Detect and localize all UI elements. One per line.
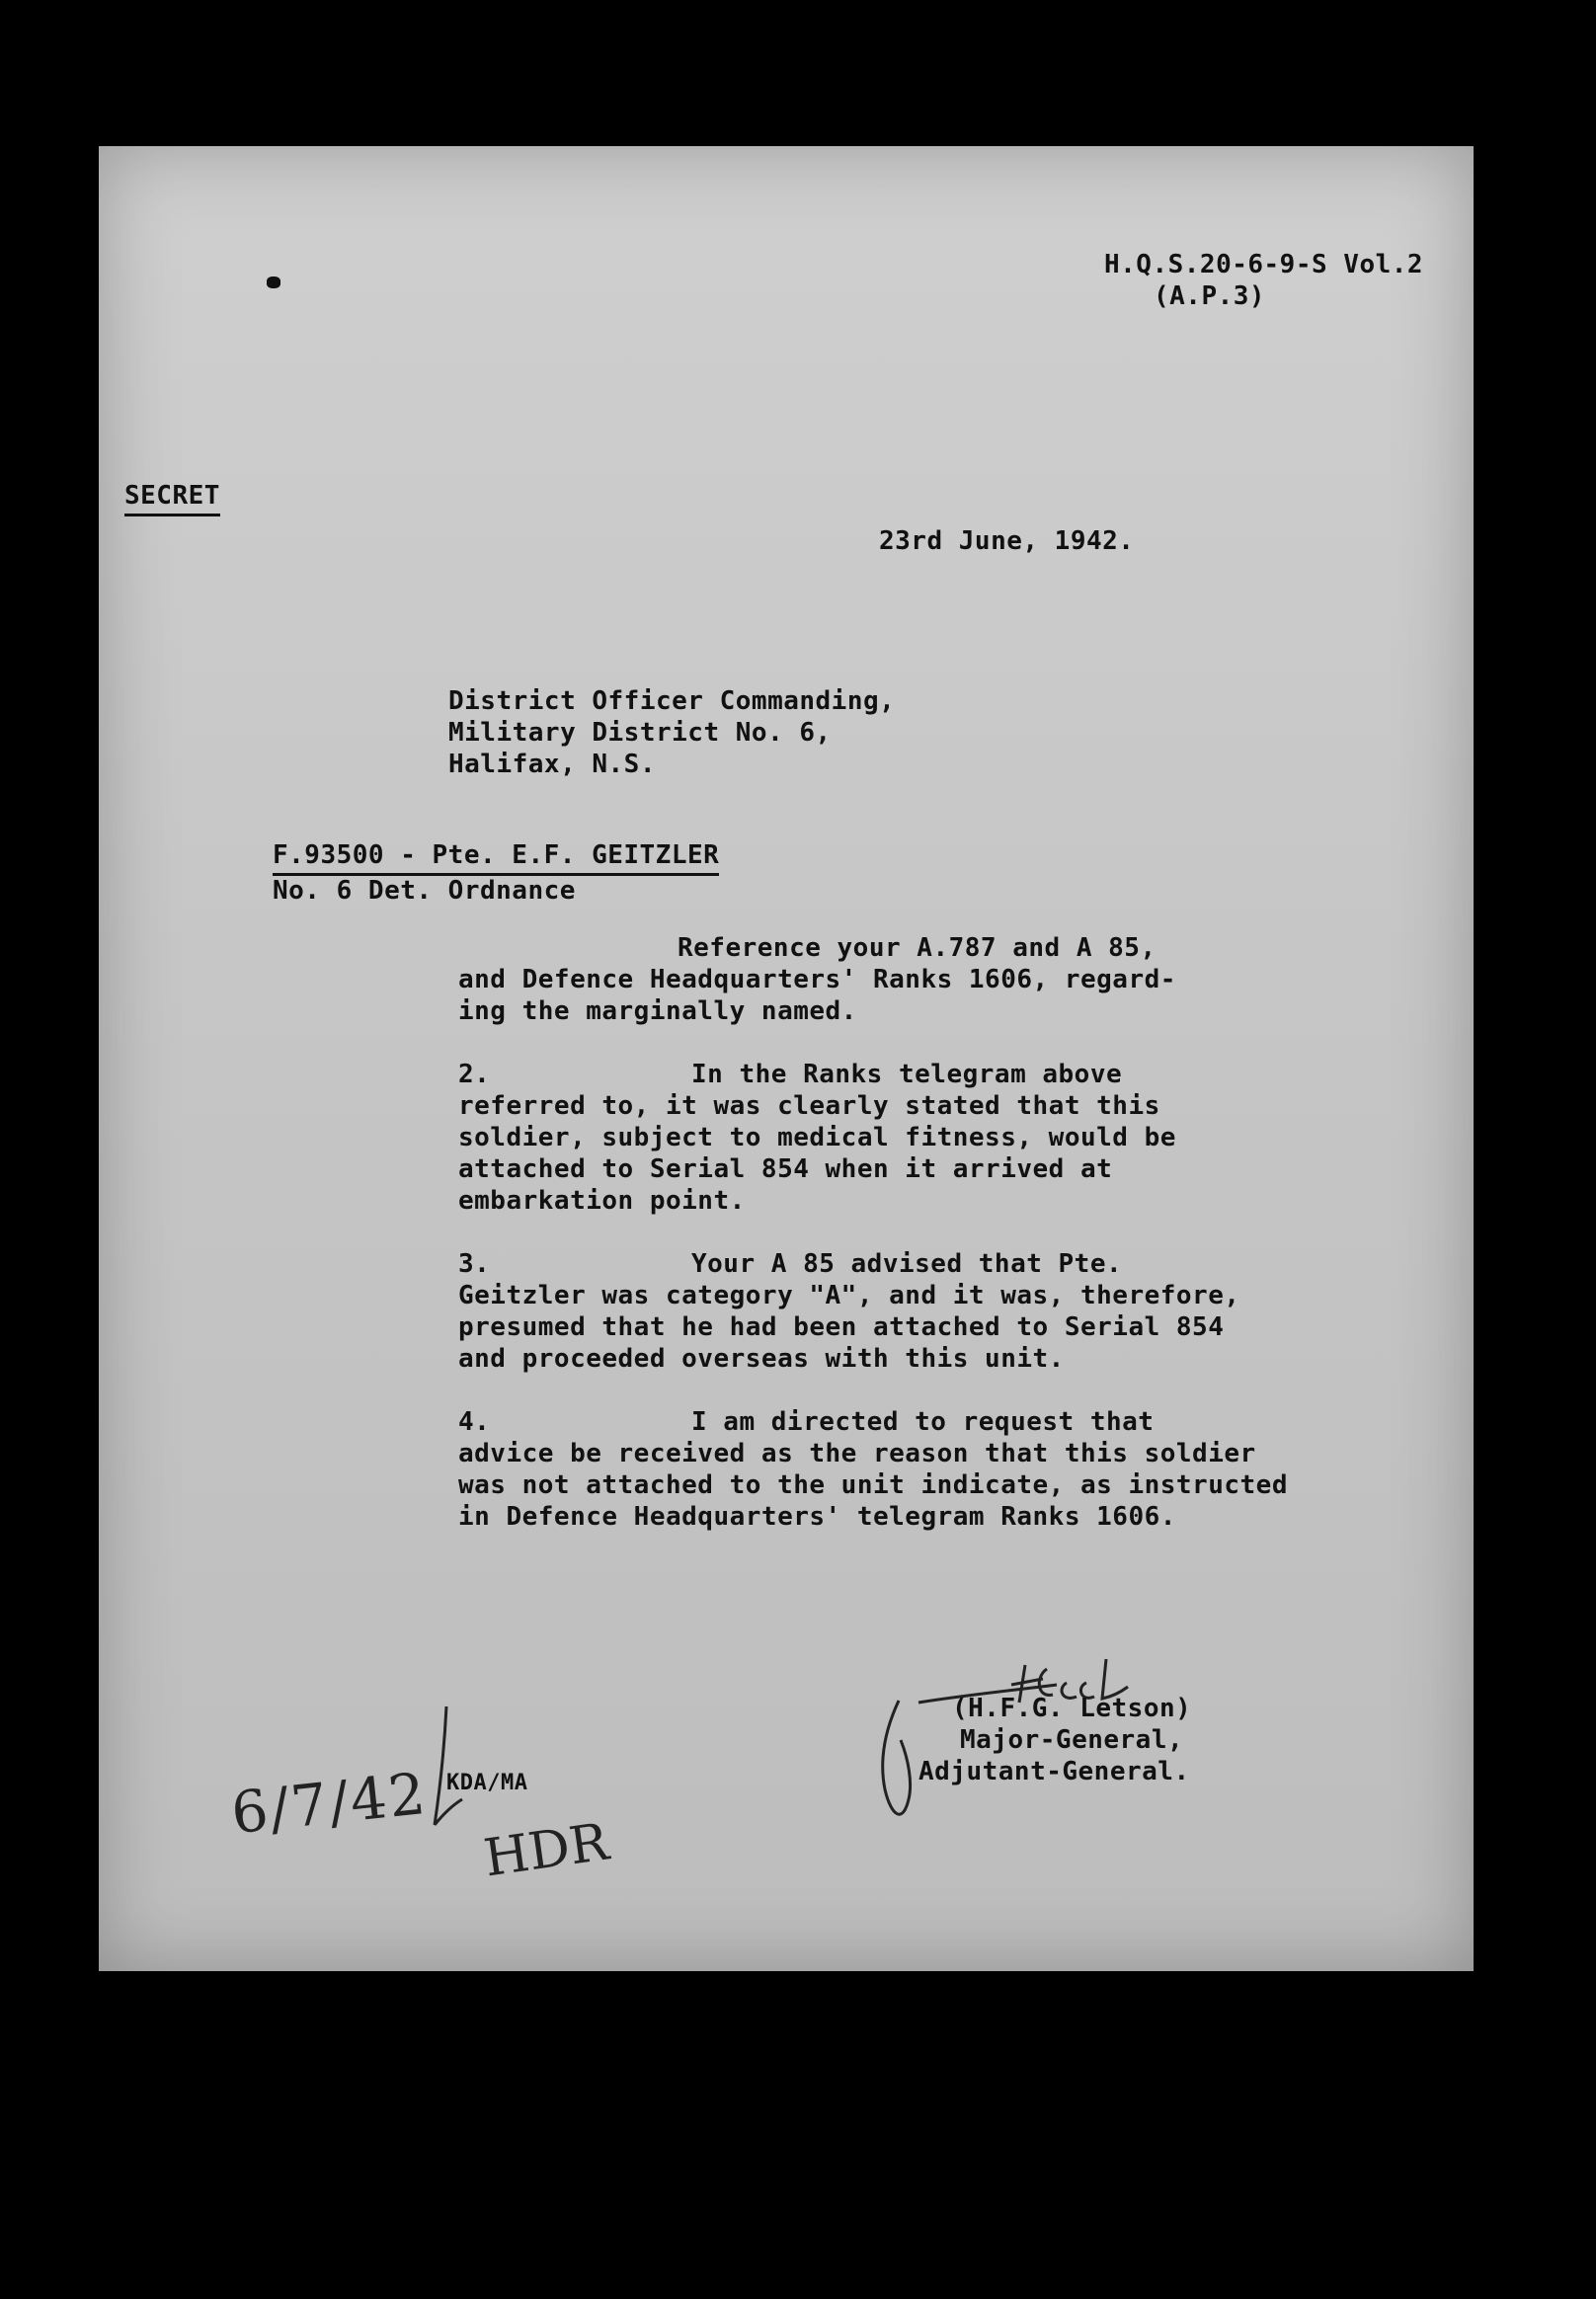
signatory-title: Adjutant-General. — [918, 1757, 1190, 1786]
paragraph-line: embarkation point. — [458, 1186, 746, 1216]
subject-line: F.93500 - Pte. E.F. GEITZLER — [273, 839, 719, 876]
paragraph-line: soldier, subject to medical fitness, would be — [458, 1123, 1176, 1152]
paragraph-line: attached to Serial 854 when it arrived at — [458, 1154, 1113, 1184]
paragraph-line: In the Ranks telegram above — [691, 1060, 1123, 1089]
handwritten-date: 6/7/42 — [227, 1759, 431, 1848]
typist-reference: KDA/MA — [446, 1771, 528, 1795]
recipient-line: Halifax, N.S. — [448, 750, 656, 779]
paragraph-line: in Defence Headquarters' telegram Ranks 1606. — [458, 1502, 1176, 1532]
paragraph-line: ing the marginally named. — [458, 996, 857, 1026]
paragraph-line: Reference your A.787 and A 85, — [678, 933, 1157, 963]
signatory-rank: Major-General, — [960, 1725, 1184, 1755]
paragraph-number: 3. — [458, 1249, 491, 1279]
paragraph-line: was not attached to the unit indicate, as instructed — [458, 1470, 1288, 1500]
paragraph-line: and Defence Headquarters' Ranks 1606, regard- — [458, 965, 1176, 994]
paragraph-line: and proceeded overseas with this unit. — [458, 1344, 1065, 1374]
paragraph-line: Your A 85 advised that Pte. — [691, 1249, 1123, 1279]
paragraph-line: referred to, it was clearly stated that this — [458, 1091, 1160, 1121]
file-subreference: (A.P.3) — [1154, 281, 1266, 311]
paragraph-line: I am directed to request that — [691, 1407, 1155, 1437]
subject-unit: No. 6 Det. Ordnance — [273, 876, 576, 906]
recipient-line: District Officer Commanding, — [448, 686, 896, 716]
file-reference: H.Q.S.20-6-9-S Vol.2 — [1104, 250, 1424, 279]
recipient-line: Military District No. 6, — [448, 718, 832, 748]
document-page — [99, 146, 1474, 1971]
punch-hole-mark — [267, 277, 280, 288]
signatory-name: (H.F.G. Letson) — [952, 1694, 1192, 1723]
paragraph-line: presumed that he had been attached to Serial 854 — [458, 1312, 1225, 1342]
letter-date: 23rd June, 1942. — [879, 526, 1135, 556]
paragraph-line: Geitzler was category "A", and it was, therefore, — [458, 1281, 1240, 1310]
paragraph-number: 2. — [458, 1060, 491, 1089]
classification-stamp: SECRET — [124, 480, 220, 516]
paragraph-line: advice be received as the reason that this soldier — [458, 1439, 1256, 1468]
handwritten-initials: HDR — [480, 1812, 612, 1889]
paragraph-number: 4. — [458, 1407, 491, 1437]
